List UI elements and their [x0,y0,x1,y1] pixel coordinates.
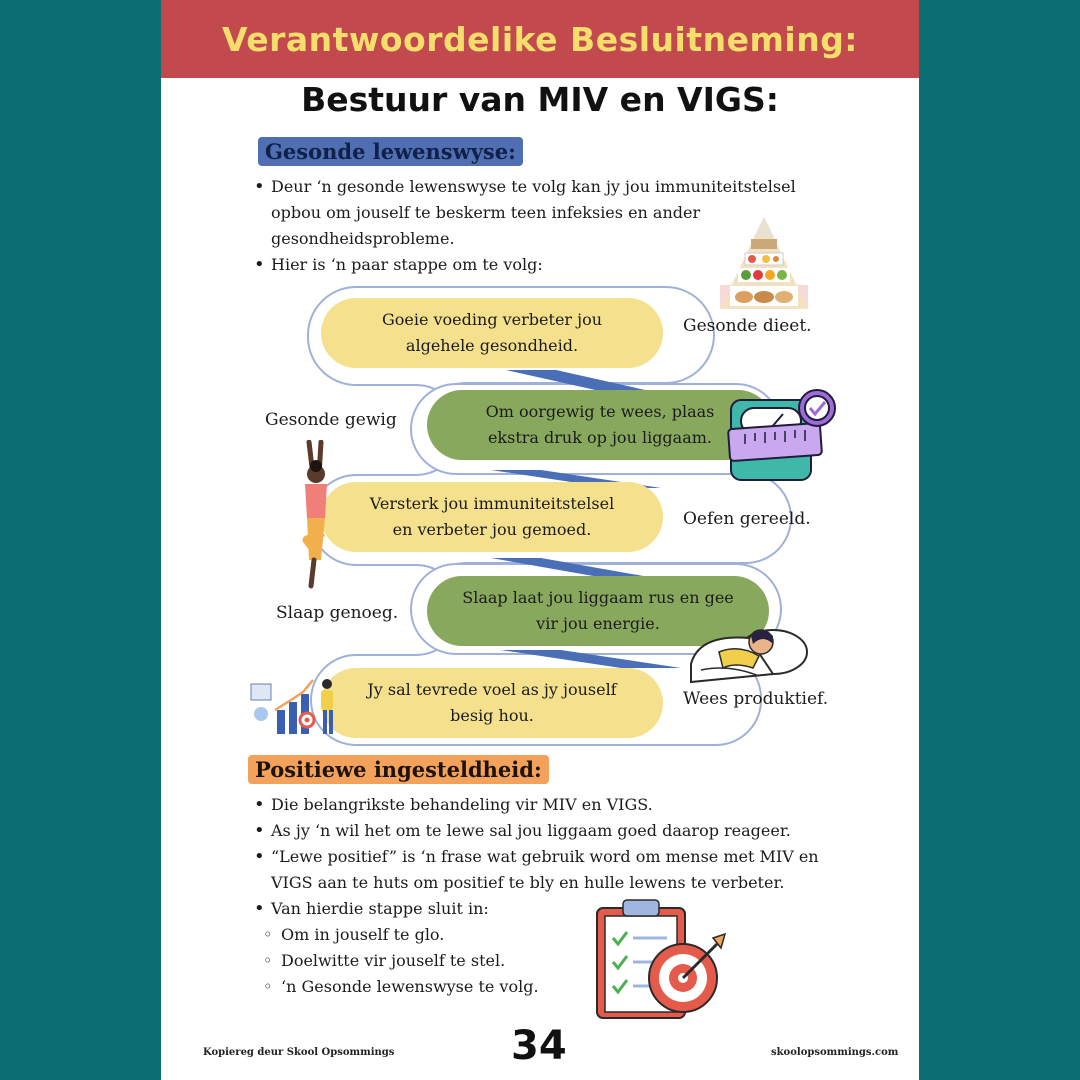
banner-title: Verantwoordelike Besluitneming: [221,19,859,59]
positive-mindset-list [249,792,849,1000]
step-label: Gesonde dieet. [683,316,812,336]
list-item: • Van hierdie stappe sluit in: [249,896,849,922]
pill-text: algehele gesondheid. [405,336,579,355]
step-pill-productive [321,668,663,738]
sub-list-container [249,922,849,1000]
page-subtitle: Bestuur van MIV en VIGS: [301,80,779,119]
pill-text: Jy sal tevrede voel as jy jouself [367,680,617,699]
pill-text: Slaap laat jou liggaam rus en gee [462,588,734,607]
list-item: • Hier is ‘n paar stappe om te volg: [249,252,849,278]
sub-list-item: ◦ Doelwitte vir jouself te stel. [249,948,849,974]
weight-scale-icon [725,386,841,486]
pill-text: Versterk jou immuniteitstelsel [369,494,615,513]
list-item: • Deur ‘n gesonde lewenswyse te volg kan jy jou immuniteitstelsel opbou om jouself te beskerm teen infeksies en ander gesondheidsprobleme. [249,174,849,252]
list-item: • As jy ‘n wil het om te lewe sal jou liggaam goed daarop reageer. [249,818,849,844]
list-item: • Die belangrikste behandeling vir MIV en VIGS. [249,792,849,818]
sleeping-person-icon [689,616,813,688]
footer-copyright: Kopiereg deur Skool Opsommings [203,1047,395,1058]
section-heading-healthy-lifestyle: Gesonde lewenswyse: [258,137,523,166]
pill-text: vir jou energie. [536,614,660,633]
pill-text: Om oorgewig te wees, plaas [485,402,715,421]
sub-list [249,922,849,1000]
pill-text: en verbeter jou gemoed. [392,520,592,539]
sub-list-item: ◦ Om in jouself te glo. [249,922,849,948]
page-number: 34 [511,1023,567,1069]
step-label: Wees produktief. [683,689,829,709]
step-pill-weight [427,390,773,460]
section-heading-positive-mindset: Positiewe ingesteldheid: [248,755,549,784]
step-label: Oefen gereeld. [683,509,811,529]
pill-text: ekstra druk op jou liggaam. [487,428,713,447]
yoga-woman-icon [287,440,345,590]
worksheet-page [161,0,919,1080]
sub-list-item: ◦ ‘n Gesonde lewenswyse te volg. [249,974,849,1000]
step-pill-exercise [321,482,663,552]
step-label: Slaap genoeg. [276,603,399,623]
list-item: • “Lewe positief” is ‘n frase wat gebruik word om mense met MIV en VIGS aan te huts om positief te bly en hulle lewens te verbeter. [249,844,849,896]
pill-text: Goeie voeding verbeter jou [381,310,603,329]
productivity-chart-icon [247,670,343,738]
pill-text: besig hou. [450,706,534,725]
step-label: Gesonde gewig [265,410,397,430]
food-pyramid-icon [718,213,810,311]
step-pill-nutrition [321,298,663,368]
footer-website: skoolopsommings.com [771,1047,899,1058]
